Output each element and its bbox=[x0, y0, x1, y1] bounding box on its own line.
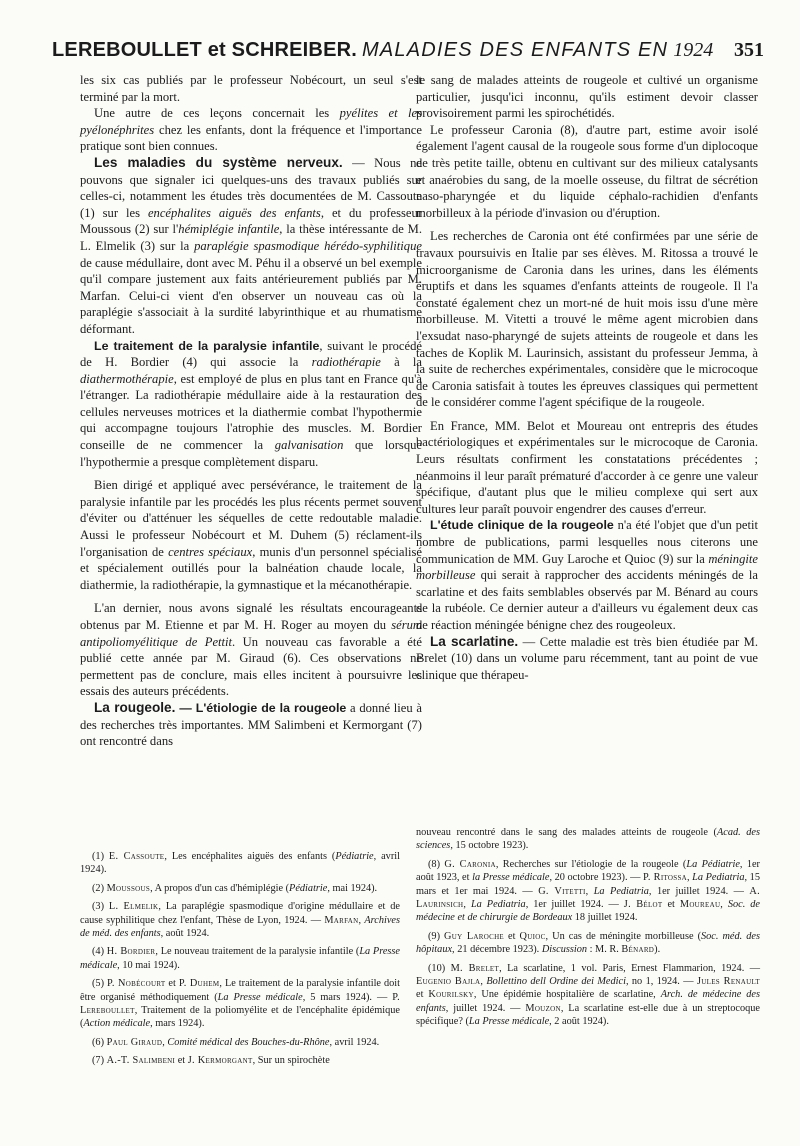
section-heading: Les maladies du système nerveux. bbox=[94, 154, 343, 170]
paragraph: L'an dernier, nous avons signalé les résultats encourageants obtenus par M. Etienne et par M. H. Roger au moyen du sérum antipoliomyélitique de Pettit. Un nouveau cas favorable a été publié cette année par M. Giraud (6). Ces observations ne permettent pas de conclure, mais elles incitent à poursuivre les essais des auteurs précédents. bbox=[80, 601, 422, 699]
paragraph: le sang de malades atteints de rougeole et cultivé un organisme particulier, jusqu'ici inconnu, qu'ils estiment devoir classer provisoirement parmi les spirochétidés. bbox=[416, 73, 758, 121]
section-heading: La rougeole. bbox=[94, 699, 176, 715]
paragraph: En France, MM. Belot et Moureau ont entrepris des études bactériologiques et expérimentales sur le microcoque de Caronia. Leurs résultats confirment les constatations précédentes ; néanmoins il leur paraît prématuré d'accorder à ce genre une valeur spécifique, d'autant plus que le milieu complexe qui sert aux cultures leur paraît pouvoir engendrer des causes d'erreur. bbox=[416, 418, 758, 516]
paragraph: Le traitement de la paralysie infantile, suivant le procédé de H. Bordier (4) qui associe la radiothérapie à la diathermothérapie, est employé de plus en plus tant en France qu'à l'étranger. La radiothérapie médullaire aide à la restauration des cellules nerveuses motrices et la diathermie combat l'hypothermie qui accompagne toujours l'atrophie des muscles. M. Bordier conseille de ne commencer la galvanisation que lorsque l'hypothermie a presque complètement disparu. bbox=[80, 338, 423, 469]
paragraph: Une autre de ces leçons concernait les pyélites et les pyélonéphrites chez les enfants, dont la fréquence et l'importance pratique sont bien connues. bbox=[80, 106, 422, 154]
running-header bbox=[52, 30, 764, 70]
page-number: 351 bbox=[734, 39, 764, 61]
paragraph: L'étude clinique de la rougeole n'a été l'objet que d'un petit nombre de publications, parmi lesquelles nous citerons une communication de MM. Guy Laroche et Quioc (9) sur la méningite morbilleuse qui serait à rapprocher des accidents méningés de la scarlatine et des faits semblables observés par M. Bénard au cours de la rubéole. Ce dernier auteur a d'ailleurs vu également deux cas de réaction méningée bénigne chez des rougeoleux. bbox=[416, 518, 758, 632]
paragraph: La rougeole. — L'étiologie de la rougeole a donné lieu à des recherches très importantes. MM Salimbeni et Kermorgant (7) ont rencontré dans bbox=[80, 699, 422, 749]
paragraph: Les maladies du système nerveux. — Nous ne pouvons que signaler ici quelques-uns des travaux publiés sur celles-ci, notamment les études très documentées de M. Cassoute (1) sur les encéphalites aiguës des enfants, et du professeur Moussous (2) sur l'hémiplégie infantile, la thèse intéressante de M. L. Elmelik (3) sur la paraplégie spasmodique hérédo-syphilitique de cause médullaire, dont avec M. Péhu il a observé un bel exemple qu'il compare justement aux faits antérieurement publiés par M. Marfan. Celui-ci vient d'en observer un nouveau cas où la paraplégie s'associait à la surdité labyrinthique et au rhumatisme déformant. bbox=[80, 154, 423, 336]
footnote: (5) P. Nobécourt et P. Duhem, Le traitement de la paralysie infantile doit être organisé méthodiquement (La Presse médicale, 5 mars 1924). — P. Lereboullet, Traitement de la poliomyélite et de l'encéphalite épidémique (Action médicale, mars 1924). bbox=[80, 978, 400, 1030]
footnote: (1) E. Cassoute, Les encéphalites aiguës des enfants (Pédiatrie, avril 1924). bbox=[80, 851, 400, 876]
paragraph: Bien dirigé et appliqué avec persévérance, le traitement de la paralysie infantile par les procédés les plus récents permet souvent d'éviter ou d'atténuer les séquelles de cette redoutable maladie. Aussi le professeur Nobécourt et M. Duhem (5) réclament-ils l'organisation de centres spéciaux, munis d'un personnel spécialisé et spécialement outillés pour la balnéation chaude locale, la diathermie, la radiothérapie, la gymnastique et la mécanothérapie. bbox=[80, 478, 423, 592]
left-column bbox=[80, 72, 422, 842]
footnote: (7) A.-T. Salimbeni et J. Kermorgant, Sur un spirochète bbox=[92, 1055, 330, 1067]
footnote: nouveau rencontré dans le sang des malades atteints de rougeole (Acad. des sciences, 15 octobre 1923). bbox=[416, 827, 760, 852]
footnote: (3) L. Elmelik, La paraplégie spasmodique d'origine médullaire et de cause syphilitique chez l'enfant, Thèse de Lyon, 1924. — Marfan, Archives de méd. des enfants, août 1924. bbox=[80, 901, 401, 940]
footnotes-right bbox=[416, 826, 760, 1034]
header-authors: LEREBOULLET et SCHREIBER. bbox=[52, 39, 358, 61]
section-heading: La scarlatine. bbox=[430, 633, 519, 649]
header-year: 1924 bbox=[673, 39, 714, 61]
footnote: (4) H. Bordier, Le nouveau traitement de la paralysie infantile (La Presse médicale, 10 mai 1924). bbox=[80, 946, 400, 971]
paragraph: les six cas publiés par le professeur Nobécourt, un seul s'est terminé par la mort. bbox=[80, 73, 422, 104]
paragraph: Le professeur Caronia (8), d'autre part, estime avoir isolé également l'agent causal de la rougeole sous forme d'un diplocoque de très petite taille, obtenu en cultivant sur des milieux catalysants et anaérobies du sang, de la moelle osseuse, du filtrat de sécrétion naso-pharyngée et du liquide céphalo-rachidien d'enfants morbilleux à la période d'invasion ou d'éruption. bbox=[416, 122, 758, 220]
footnote: (8) G. Caronia, Recherches sur l'étiologie de la rougeole (La Pédiatrie, 1er août 1923, et la Presse médicale, 20 octobre 1923). — P. Ritossa, La Pediatria, 15 mars et 1er mai 1924. — G. Vitetti, La Pediatria, 1er juillet 1924. — A. Laurinsich, La Pediatria, 1er juillet 1924. — J. Bélot et Moureau, Soc. de médecine et de chirurgie de Bordeaux 18 juillet 1924. bbox=[416, 858, 760, 924]
section-heading: Le traitement de la paralysie infantile bbox=[94, 338, 320, 353]
footnote: (9) Guy Laroche et Quioc, Un cas de méningite morbilleuse (Soc. méd. des hôpitaux, 21 décembre 1923). Discussion : M. R. Bénard). bbox=[416, 930, 760, 956]
footnote: (10) M. Brelet, La scarlatine, 1 vol. Paris, Ernest Flammarion, 1924. — Eugenio Bajla, Bollettino dell Ordine dei Medici, no 1, 1924. — Jules Renault et Kourilsky, Une épidémie hospitalière de scarlatine, Arch. de médecine des enfants, juillet 1924. — Mouzon, La scarlatine est-elle due à un streptocoque spécifique? (La Presse médicale, 2 août 1924). bbox=[416, 962, 761, 1028]
footnotes-left bbox=[80, 850, 400, 1073]
paragraph: Les recherches de Caronia ont été confirmées par une série de travaux poursuivis en Italie par ses élèves. M. Ritossa a trouvé le microorganisme de Caronia dans les urines, dans les éléments éruptifs et dans les squames d'enfants atteints de rougeole. Il l'a constaté également chez un mort-né de huit mois issu d'une mère morbilleuse. M. Vitetti a trouvé le même agent microbien dans l'exsudat naso-pharyngé de sujets atteints de rougeole et dans les taches de Koplik M. Laurinsich, assistant du professeur Jemma, à la suite de recherches expérimentales, considère que le microcoque de Caronia satisfait à toutes les épreuves classiques qui permettent de le considérer comme l'agent spécifique de la rougeole. bbox=[416, 229, 758, 410]
right-column bbox=[416, 72, 758, 778]
paragraph: La scarlatine. — Cette maladie est très bien étudiée par M. Brelet (10) dans un volume paru récemment, tant au point de vue clinique que thérapeu- bbox=[416, 633, 758, 682]
header-title: MALADIES DES ENFANTS EN bbox=[362, 39, 669, 61]
section-heading: L'étude clinique de la rougeole bbox=[430, 518, 614, 533]
footnote: (2) Moussous, A propos d'un cas d'hémiplégie (Pédiatrie, mai 1924). bbox=[92, 882, 378, 894]
subsection-heading: — L'étiologie de la rougeole bbox=[175, 700, 347, 715]
footnote: (6) Paul Giraud, Comité médical des Bouches-du-Rhône, avril 1924. bbox=[92, 1036, 380, 1048]
